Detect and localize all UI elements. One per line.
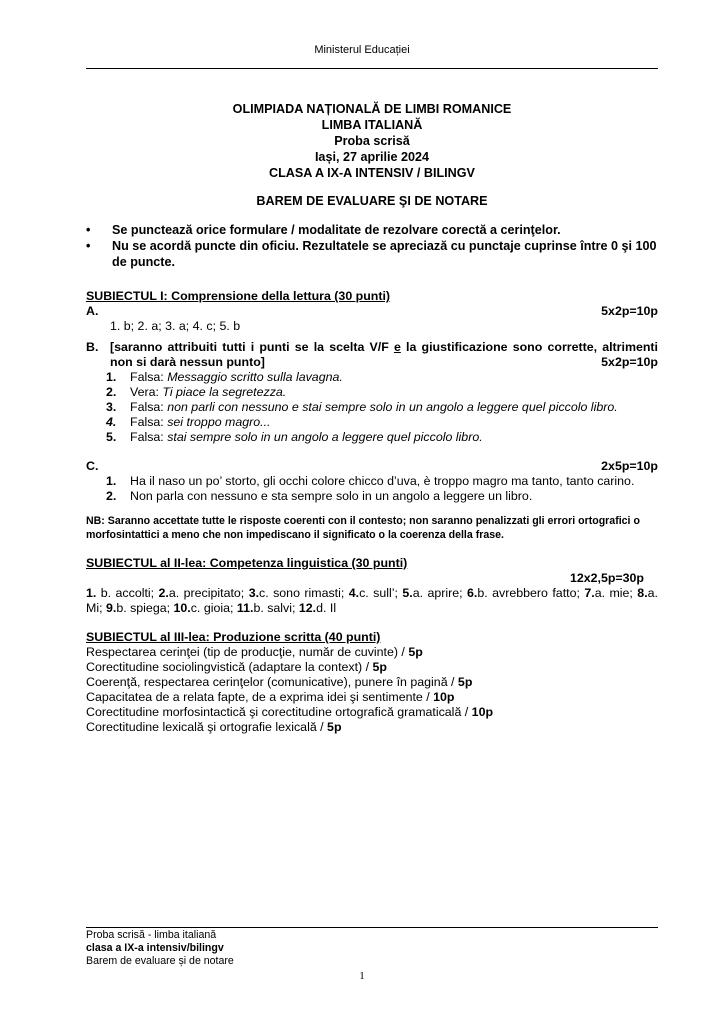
answer-number: 3. xyxy=(248,586,260,600)
item-number: 4. xyxy=(106,415,117,429)
answer-text: Ha il naso un po’ storto, gli occhi colore chicco d’uva, è troppo magro ma tanto, tanto carino. xyxy=(130,474,635,488)
answer-text: c. sull’; xyxy=(359,586,403,600)
barem-title: BAREM DE EVALUARE ŞI DE NOTARE xyxy=(256,194,488,208)
language-title: LIMBA ITALIANĂ xyxy=(321,118,423,132)
answer-number: 6. xyxy=(467,586,478,600)
header-divider xyxy=(86,68,658,69)
answer-number: 8. xyxy=(637,586,648,600)
list-item xyxy=(86,415,658,430)
bullet-icon: • xyxy=(86,223,91,237)
criterion-points: 5p xyxy=(327,720,342,734)
subject-2-score: 12x2,5p=30p xyxy=(569,571,644,585)
section-b-score: 5x2p=10p xyxy=(601,355,658,369)
criterion-points: 10p xyxy=(471,705,494,719)
section-b-note-underlined: e xyxy=(393,340,401,354)
answer-text: a. aprire; xyxy=(412,586,468,600)
answer-text: b. salvi; xyxy=(253,601,299,615)
criterion-points: 5p xyxy=(408,645,423,659)
answer-number: 9. xyxy=(105,601,117,615)
answer-number: 7. xyxy=(584,586,595,600)
section-b-label: B. xyxy=(86,340,99,354)
answer-number: 4. xyxy=(348,586,360,600)
criterion-text: Corectitudine morfosintactică şi corectitudine ortografică gramaticală / xyxy=(86,705,472,719)
answer-text: b. avrebbero fatto; xyxy=(477,586,585,600)
general-instructions xyxy=(86,222,658,270)
answer-text: b. spiega; xyxy=(116,601,174,615)
section-b-note-part: la giustificazione sono corrette, altrimenti non si darà nessun punto] xyxy=(110,340,658,369)
exam-date: Iași, 27 aprilie 2024 xyxy=(314,150,430,164)
criterion-item xyxy=(86,690,658,705)
instruction-text: Se punctează orice formulare / modalitate de rezolvare corectă a cerinţelor. xyxy=(112,223,561,237)
answer-justification: stai sempre solo in un angolo a leggere quel piccolo libro. xyxy=(167,430,483,444)
answer-text: a. precipitato; xyxy=(168,586,249,600)
criterion-points: 5p xyxy=(457,675,473,689)
subject-1-title: SUBIECTUL I: Comprensione della lettura (30 punti) xyxy=(86,289,391,303)
criterion-points: 10p xyxy=(433,690,455,704)
ministry-header: Ministerul Educației xyxy=(314,44,410,56)
section-c-header xyxy=(86,459,658,474)
footer-class: clasa a IX-a intensiv/bilingv xyxy=(86,942,224,954)
criterion-item xyxy=(86,660,658,675)
item-number: 5. xyxy=(106,430,117,444)
section-a-label: A. xyxy=(86,304,99,318)
exam-type: Proba scrisă xyxy=(334,134,410,148)
answer-number: 11. xyxy=(236,601,254,615)
answer-text: c. gioia; xyxy=(190,601,237,615)
class-level: CLASA A IX-A INTENSIV / BILINGV xyxy=(269,166,475,180)
section-a-answers: 1. b; 2. a; 3. a; 4. c; 5. b xyxy=(110,319,241,333)
item-number: 1. xyxy=(106,474,117,488)
footer-divider xyxy=(86,927,658,928)
criterion-points: 5p xyxy=(372,660,387,674)
criterion-text: Corectitudine sociolingvistică (adaptare la context) / xyxy=(86,660,373,674)
list-item xyxy=(86,400,658,415)
section-b-list xyxy=(86,370,658,445)
section-c-label: C. xyxy=(86,459,99,473)
footer-exam: Proba scrisă - limba italiană xyxy=(86,929,217,941)
subject-3-title: SUBIECTUL al III-lea: Produzione scritta (40 punti) xyxy=(86,630,381,644)
criterion-text: Corectitudine lexicală şi ortografie lexicală / xyxy=(86,720,328,734)
page-footer xyxy=(86,929,234,968)
answer-lead: Vera: xyxy=(130,385,163,399)
section-c-list xyxy=(86,474,658,504)
answer-lead: Falsa: xyxy=(130,415,168,429)
subject-2-title: SUBIECTUL al II-lea: Competenza linguistica (30 punti) xyxy=(86,556,408,570)
page-number: 1 xyxy=(359,970,365,982)
criterion-item xyxy=(86,705,658,720)
criteria-list xyxy=(86,645,658,735)
item-number: 2. xyxy=(106,489,117,503)
list-item xyxy=(86,385,658,400)
answer-text: d. Il xyxy=(316,601,337,615)
criterion-text: Capacitatea de a relata fapte, de a exprima idei şi sentimente / xyxy=(86,690,434,704)
instruction-item xyxy=(86,222,658,238)
nb-note: NB: Saranno accettate tutte le risposte coerenti con il contesto; non saranno penalizzati gli errori ortografici o morfosintattici a meno che non impediscano il significato o la coerenza della frase. xyxy=(86,515,640,541)
answer-lead: Falsa: xyxy=(130,400,168,414)
item-number: 1. xyxy=(106,370,117,384)
answer-number: 2. xyxy=(158,586,169,600)
instruction-item xyxy=(86,238,658,270)
olympiad-title: OLIMPIADA NAȚIONALĂ DE LIMBI ROMANICE xyxy=(232,102,512,116)
list-item xyxy=(86,370,658,385)
answer-lead: Falsa: xyxy=(130,430,168,444)
answer-text: a. Mi; xyxy=(86,586,658,615)
bullet-icon: • xyxy=(86,239,91,253)
answer-justification: non parli con nessuno e stai sempre solo in un angolo a leggere quel piccolo libro. xyxy=(167,400,618,414)
subject-2-answers xyxy=(86,586,658,616)
item-number: 2. xyxy=(106,385,117,399)
instruction-text: Nu se acordă puncte din oficiu. Rezultatele se apreciază cu punctaje cuprinse între 0 şi 100 de puncte. xyxy=(112,239,657,269)
section-c-score: 2x5p=10p xyxy=(601,459,658,473)
criterion-text: Respectarea cerinţei (tip de producţie, număr de cuvinte) / xyxy=(86,645,409,659)
criterion-text: Coerenţă, respectarea cerinţelor (comunicative), punere în pagină / xyxy=(86,675,458,689)
document-heading xyxy=(86,101,658,181)
answer-justification: Messaggio scritto sulla lavagna. xyxy=(167,370,343,384)
section-b-note xyxy=(110,340,658,370)
answer-number: 1. xyxy=(86,586,97,600)
answer-justification: Ti piace la segretezza. xyxy=(162,385,287,399)
answer-text: a. mie; xyxy=(594,586,638,600)
answer-number: 10. xyxy=(173,601,191,615)
criterion-item xyxy=(86,720,658,735)
answer-number: 12. xyxy=(298,601,317,615)
marking-scheme-body xyxy=(86,289,658,735)
section-b-header xyxy=(86,340,658,370)
section-a-header xyxy=(86,304,658,319)
list-item xyxy=(86,474,658,489)
item-number: 3. xyxy=(106,400,117,414)
list-item xyxy=(86,489,658,504)
answer-text: b. accolti; xyxy=(96,586,159,600)
list-item xyxy=(86,430,658,445)
section-a-score: 5x2p=10p xyxy=(601,304,658,318)
answer-text: c. sono rimasti; xyxy=(259,586,349,600)
footer-doc: Barem de evaluare și de notare xyxy=(86,955,234,967)
answer-number: 5. xyxy=(402,586,413,600)
section-b-note-part: [saranno attribuiti tutti i punti se la scelta V/F xyxy=(110,340,394,354)
criterion-item xyxy=(86,645,658,660)
answer-justification: sei troppo magro... xyxy=(167,415,271,429)
criterion-item xyxy=(86,675,658,690)
answer-text: Non parla con nessuno e sta sempre solo in un angolo a leggere un libro. xyxy=(130,489,533,503)
answer-lead: Falsa: xyxy=(130,370,168,384)
